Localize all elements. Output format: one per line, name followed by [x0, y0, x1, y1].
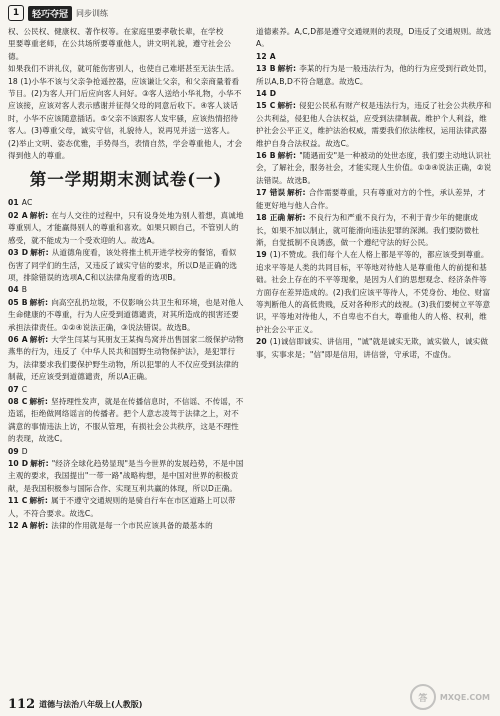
right-column — [256, 26, 492, 692]
item-number: 14 — [256, 89, 267, 99]
item-number: 18 — [256, 213, 267, 223]
answer-item — [256, 249, 492, 336]
item-tag: 解析: — [29, 334, 49, 344]
item-answer: C — [21, 396, 28, 406]
item-number: 19 — [256, 250, 267, 260]
item-number: 12 — [8, 521, 19, 531]
item-tag: 解析: — [29, 521, 49, 531]
answer-item — [8, 297, 244, 334]
brand-logo-icon: 1 — [8, 5, 24, 21]
item-answer: B — [269, 64, 276, 74]
answer-item — [8, 495, 244, 520]
item-number: 12 — [256, 51, 267, 61]
item-number: 02 — [8, 210, 19, 220]
item-number: 17 — [256, 188, 267, 198]
answer-item — [8, 384, 244, 396]
item-number: 08 — [8, 396, 19, 406]
answer-item — [256, 187, 492, 212]
item-tag: 解析: — [277, 101, 296, 111]
item-number: 05 — [8, 297, 19, 307]
watermark-text: MXQE.COM — [439, 692, 490, 702]
item-answer: D — [21, 248, 29, 258]
item-number: 06 — [8, 334, 19, 344]
answer-item — [8, 396, 244, 446]
left-column — [8, 26, 244, 692]
item-tag: 解析: — [277, 151, 297, 161]
left-pre-line: 如果我们不讲礼仪，就可能伤害别人，也使自己难堪甚至无法生活。 — [8, 64, 239, 74]
item-answer: A — [21, 334, 28, 344]
item-answer: B — [269, 151, 276, 161]
item-number: 09 — [8, 446, 19, 456]
item-number: 16 — [256, 151, 267, 161]
item-tag: 解析: — [277, 64, 297, 74]
left-pre-line: 权、公民权、健康权、著作权等。在家庭里要孝敬长辈，在学校 — [8, 27, 224, 36]
item-tag: 解析: — [29, 297, 49, 307]
item-text: AC — [21, 198, 33, 208]
item-answer: 错误 — [269, 188, 286, 198]
item-text: 属于不遵守交通规则的是骑自行车在市区道路上可以带人，不符合要求。故选C。 — [8, 496, 236, 518]
answer-item — [8, 334, 244, 384]
answer-item — [256, 63, 492, 88]
page-header — [8, 4, 108, 22]
brand-subtitle: 同步训练 — [76, 8, 109, 18]
item-tag: 解析: — [30, 248, 49, 258]
item-answer: A — [269, 51, 276, 61]
answer-item — [256, 150, 492, 187]
item-answer: B — [21, 297, 28, 307]
item-tag: 解析: — [29, 396, 48, 406]
item-text: 不良行为和严重不良行为，不利于青少年的健康成长，如果不加以制止，就可能滑向违法犯罪的深渊。我们要防微杜渐，自觉抵制不良诱惑，做一个遵纪守法的好公民。 — [256, 213, 480, 247]
section-title: 第一学期期末测试卷(一) — [29, 170, 223, 190]
item-number: 01 — [8, 198, 19, 208]
item-number: 15 — [256, 101, 267, 111]
item-text: B — [21, 285, 28, 295]
answer-item — [256, 100, 492, 150]
item-tag: 解析: — [29, 496, 48, 506]
answer-item — [8, 520, 244, 532]
answer-item — [256, 212, 492, 249]
answer-item — [256, 336, 492, 361]
item-tag: 解析: — [287, 188, 306, 198]
item-text: "随遇而安"是一种被动的处世态度，我们要主动地认识社会，了解社会，服务社会，才能实现人生价值。①③④说法正确，②说法错误。故选B。 — [256, 151, 492, 185]
item-text: 侵犯公民私有财产权是违法行为，违反了社会公共秩序和公共利益，侵犯他人合法权益，应受到法律制裁。维护个人利益，维护社会公平正义，维护法治权威，需要我们依法维权，运用法律武器维护自身合法权益。故选C。 — [256, 101, 492, 148]
item-answer: 正确 — [269, 213, 286, 223]
item-tag: 解析: — [287, 213, 306, 223]
item-answer: C — [269, 101, 276, 111]
item-text: 大学生闫某与其朋友王某掏鸟窝并出售国家二级保护动物燕隼的行为，违反了《中华人民共和国野生动物保护法》，是犯罪行为，法律要求我们要保护野生动物，所以犯罪的人不仅应受到法律的制裁，还应该受到道德谴责，所以A正确。 — [8, 334, 244, 382]
item-text: 李某的行为是一般违法行为，他的行为应受到行政处罚，所以A,B,D不符合题意。故选C。 — [256, 64, 492, 86]
item-number: 03 — [8, 248, 19, 258]
item-answer: A — [21, 521, 28, 531]
item-text: 坚持理性发声，就是在传播信息时，不信谣、不传谣，不造谣，拒绝做网络谣言的传播者。把个人意志凌驾于法律之上，对不满意的事情违法上访，不服从管理，有损社会公共秩序，这是不理性的表现，故选C。 — [8, 396, 244, 444]
item-text: 合作需要尊重，只有尊重对方的个性，承认差异，才能更好地与他人合作。 — [256, 188, 486, 210]
item-text: "经济全球化趋势显现"是当今世界的发展趋势，不是中国主观的要求，我国提出"一带一路"战略构想，是中国对世界的积极贡献，是我国积极参与国际合作、实现互利共赢的体现，所以D正确。 — [8, 459, 244, 493]
item-text: (1)诚信即诚实、讲信用，"诚"就是诚实无欺，诚实做人，诚实做事，实事求是；"信"即是信用，讲信誉，守承诺，不虚伪。 — [256, 337, 489, 359]
right-pre: 道德素养。A,C,D都是遵守交通规则的表现，D违反了交通规则。故选A。 — [256, 27, 492, 49]
item-text: 向高空乱扔垃圾，不仅影响公共卫生和环境，也是对他人生命健康的不尊重，行为人应受到道德谴责，对其所造成的损害还要承担法律责任。①②④说法正确，③说法错误。故选B。 — [8, 297, 244, 332]
item-answer: A — [21, 210, 28, 220]
book-title: 道德与法治八年级上(人教版) — [39, 699, 143, 709]
left-pre-line: 里要尊重老师，在公共场所要尊重他人，讲文明礼貌，遵守社会公德。 — [8, 39, 232, 61]
item-text: D — [21, 446, 28, 456]
item-answer: D — [269, 89, 277, 99]
answer-18: 18 (1)小华不该与父亲争抢遥控器，应该谦让父亲，和父亲商量着看节目。(2)为客人开门后应向客人问好。③客人送给小华礼物，小华不应该接，应该对客人表示感谢并征得父母的同意后收下。④客人谈话时，小华不应该随意插话。⑤父亲不该跟客人发牢骚，应该热情招待客人。(3)尊重父母，诚实守信，礼貌待人，说再见并送一送客人。(2)举止文明、姿态优雅，手势得当，表情自然，学会尊重他人，才会得到他人的尊重。 — [8, 76, 243, 161]
item-number: 07 — [8, 384, 19, 394]
item-text: 在与人交往的过程中，只有设身处地为别人着想，真诚地尊重别人，才能赢得别人的尊重和喜欢。如果只顾自己，不管别人的感受，就不能成为一个受欢迎的人。故选A。 — [8, 210, 244, 245]
item-tag: 解析: — [29, 210, 49, 220]
answer-item — [256, 88, 492, 100]
item-number: 20 — [256, 337, 267, 347]
answer-item — [256, 51, 492, 63]
answer-item — [8, 284, 244, 296]
item-number: 04 — [8, 285, 19, 295]
answer-item — [8, 458, 244, 495]
item-text: C — [21, 384, 28, 394]
item-number: 13 — [256, 64, 267, 74]
page-number: 112 — [8, 696, 36, 712]
item-text: 法律的作用就是每一个市民应该具备的最基本的 — [51, 521, 213, 531]
answer-item — [8, 446, 244, 458]
brand-name: 轻巧夺冠 — [28, 6, 72, 21]
answer-item — [8, 197, 244, 209]
answer-item — [8, 210, 244, 247]
item-number: 11 — [8, 496, 19, 506]
answer-item — [8, 247, 244, 284]
item-number: 10 — [8, 459, 19, 468]
item-text: 从道德角度看，该处将推土机开进学校旁的餐馆，看似伤害了同学们的生活，又违反了诚实守信的要求，所以D是正确的选项，排除错误的选项A,C和以法律角度看的选项B。 — [8, 248, 238, 282]
item-text: (1)不赞成。我们每个人在人格上都是平等的，都应该受到尊重。追求平等是人类的共同目标，平等地对待他人是尊重他人的前提和基础。社会上存在的不平等现象，是因为人们的思想观念、经济条件等方面存在差异造成的。(2)我们应该平等待人，不凭身份、地位、财富等判断他人的高低贵贱，反对各种形式的歧视。(3)我们要树立平等意识，平等地对待他人，不自卑也不自大，尊重他人的人格、权利，维护社会公平正义。 — [256, 250, 491, 334]
item-answer: C — [21, 496, 28, 506]
item-tag: 解析: — [30, 459, 49, 468]
watermark — [410, 684, 490, 710]
item-answer: D — [21, 459, 29, 468]
page-footer — [8, 696, 142, 712]
watermark-logo-icon: 答 — [410, 684, 436, 710]
